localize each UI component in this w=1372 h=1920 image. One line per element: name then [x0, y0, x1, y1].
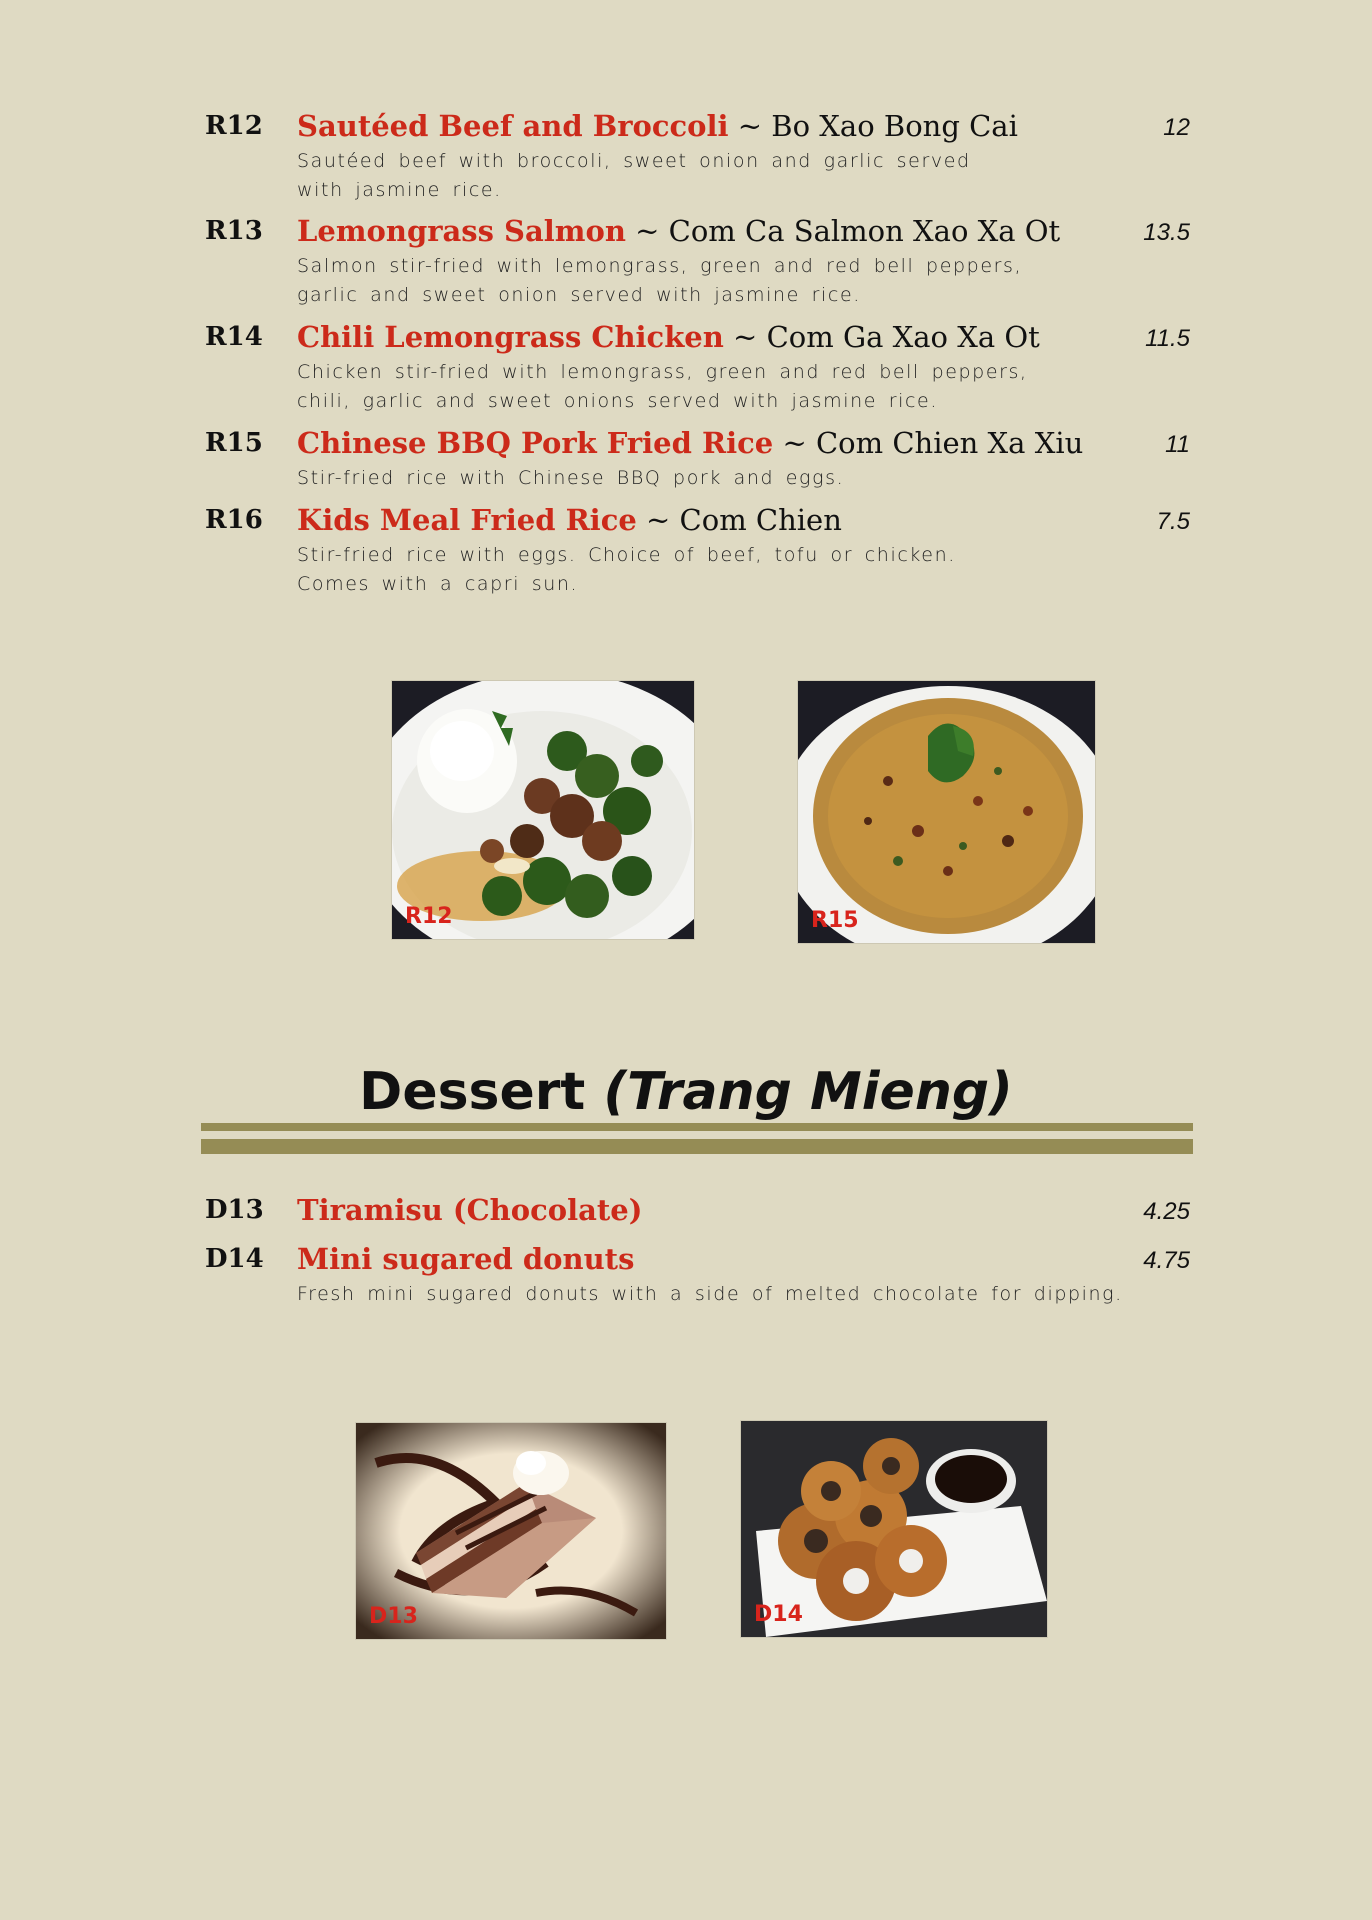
item-code: R15: [205, 428, 263, 458]
item-price: 4.25: [1143, 1198, 1190, 1225]
photo-label: R12: [405, 904, 453, 929]
item-vietnamese-name: ~ Com Chien: [636, 503, 842, 537]
section-title: [0, 1060, 1372, 1124]
description-line: Sautéed beef with broccoli, sweet onion and garlic served: [297, 150, 971, 172]
item-title: [297, 1242, 634, 1276]
description-line: Stir-fried rice with eggs. Choice of beef, tofu or chicken.: [297, 544, 956, 566]
section-title-main: Dessert: [359, 1062, 586, 1122]
description-line: chili, garlic and sweet onions served with jasmine rice.: [297, 390, 938, 412]
section-divider-bottom: [201, 1139, 1193, 1154]
item-name: Chinese BBQ Pork Fried Rice: [297, 426, 774, 460]
fried-rice-photo: [798, 681, 1095, 943]
donuts-photo: [741, 1421, 1047, 1637]
photo-label: D14: [754, 1602, 803, 1627]
item-title: [297, 426, 1083, 460]
description-line: Fresh mini sugared donuts with a side of melted chocolate for dipping.: [297, 1283, 1123, 1305]
item-name: Chili Lemongrass Chicken: [297, 320, 724, 354]
fried-rice-icon: [798, 681, 1095, 943]
item-code: R13: [205, 216, 263, 246]
item-name: Lemongrass Salmon: [297, 214, 626, 248]
item-name: Tiramisu (Chocolate): [297, 1193, 643, 1227]
item-description: [297, 1280, 1123, 1309]
photo-label: R15: [811, 908, 859, 933]
item-title: [297, 503, 842, 537]
item-code: R16: [205, 505, 263, 535]
item-price: 11: [1165, 431, 1190, 458]
item-name: Mini sugared donuts: [297, 1242, 635, 1276]
beef-broccoli-photo: [392, 681, 694, 939]
item-title: [297, 1193, 642, 1227]
description-line: with jasmine rice.: [297, 179, 502, 201]
description-line: Stir-fried rice with Chinese BBQ pork and eggs.: [297, 467, 845, 489]
item-code: R12: [205, 111, 263, 141]
item-name: Sautéed Beef and Broccoli: [297, 109, 729, 143]
photo-label: D13: [369, 1604, 418, 1629]
item-code: D13: [205, 1195, 264, 1225]
item-name: Kids Meal Fried Rice: [297, 503, 637, 537]
item-price: 11.5: [1145, 325, 1190, 352]
description-line: garlic and sweet onion served with jasmine rice.: [297, 284, 861, 306]
beef-broccoli-icon: [392, 681, 694, 939]
item-title: [297, 320, 1040, 354]
item-description: [297, 464, 844, 493]
item-description: [297, 541, 956, 599]
tiramisu-photo: [356, 1423, 666, 1639]
section-title-subtitle: (Trang Mieng): [603, 1062, 1013, 1122]
item-vietnamese-name: ~ Com Chien Xa Xiu: [773, 426, 1084, 460]
item-title: [297, 109, 1018, 143]
item-price: 12: [1163, 114, 1190, 141]
item-price: 4.75: [1143, 1247, 1190, 1274]
item-description: [297, 147, 971, 205]
item-code: D14: [205, 1244, 264, 1274]
description-line: Salmon stir-fried with lemongrass, green and red bell peppers,: [297, 255, 1023, 277]
item-price: 13.5: [1143, 219, 1190, 246]
section-divider-top: [201, 1123, 1193, 1131]
item-vietnamese-name: ~ Bo Xao Bong Cai: [728, 109, 1018, 143]
item-title: [297, 214, 1060, 248]
item-code: R14: [205, 322, 263, 352]
description-line: Chicken stir-fried with lemongrass, green and red bell peppers,: [297, 361, 1028, 383]
item-description: [297, 358, 1028, 416]
item-description: [297, 252, 1022, 310]
item-vietnamese-name: ~ Com Ca Salmon Xao Xa Ot: [625, 214, 1061, 248]
description-line: Comes with a capri sun.: [297, 573, 579, 595]
item-vietnamese-name: ~ Com Ga Xao Xa Ot: [723, 320, 1040, 354]
item-price: 7.5: [1156, 508, 1190, 535]
